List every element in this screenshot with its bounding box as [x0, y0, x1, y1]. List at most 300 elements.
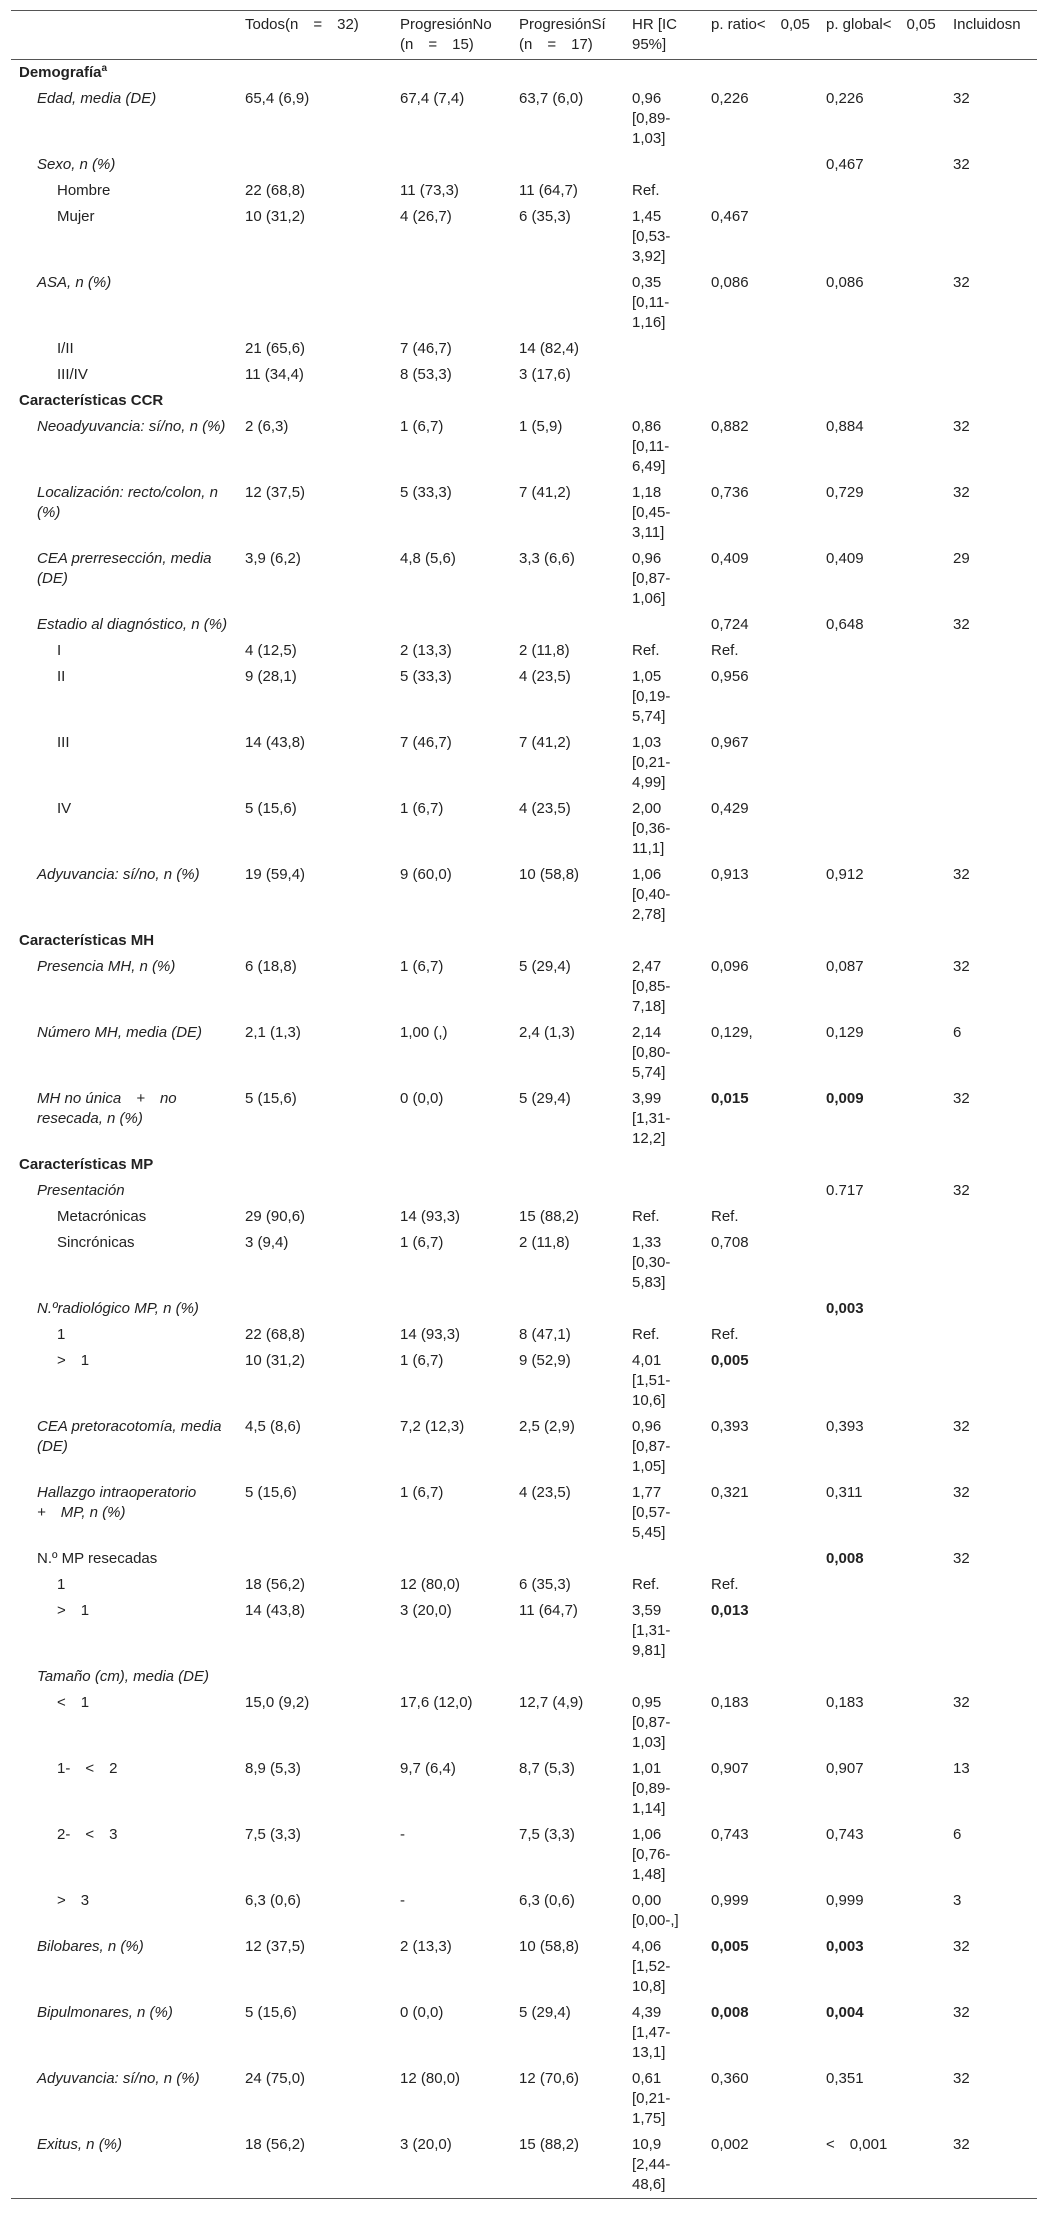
table-cell — [237, 1296, 392, 1322]
table-cell — [237, 1546, 392, 1572]
table-row — [11, 480, 1037, 546]
table-row — [11, 270, 1037, 336]
results-table — [11, 10, 1037, 2199]
table-cell: 9 (60,0) — [400, 866, 452, 883]
row-label: Edad, media (DE) — [37, 90, 157, 107]
table-cell — [818, 1204, 945, 1230]
row-label: Mujer — [57, 208, 95, 225]
table-cell: 6,3 (0,6) — [519, 1892, 575, 1909]
section-row — [11, 1152, 1037, 1178]
table-cell: 11 (64,7) — [519, 182, 578, 199]
table-cell: 0,009 — [826, 1090, 864, 1107]
table-cell: 10 (58,8) — [519, 1938, 580, 1955]
row-label: Estadio al diagnóstico, n (%) — [37, 616, 228, 633]
table-cell — [624, 1296, 703, 1322]
section-heading — [11, 928, 1037, 954]
table-row — [11, 730, 1037, 796]
table-row — [11, 862, 1037, 928]
table-cell — [392, 1664, 511, 1690]
table-cell: 1 (6,7) — [400, 1234, 444, 1251]
table-cell: 2,47 [0,85-7,18] — [632, 958, 671, 1015]
table-cell: 9,7 (6,4) — [400, 1760, 456, 1777]
table-cell: 4,06 [1,52-10,8] — [632, 1938, 671, 1995]
row-label: ASA, n (%) — [37, 274, 112, 291]
table-cell: 12,7 (4,9) — [519, 1694, 584, 1711]
table-cell — [703, 1178, 818, 1204]
table-cell: 1 (6,7) — [400, 418, 444, 435]
table-cell: 0,912 — [826, 866, 864, 883]
table-row — [11, 1664, 1037, 1690]
table-cell: 6 (35,3) — [519, 1576, 571, 1593]
row-label: III/IV — [57, 366, 88, 383]
table-cell: 32 — [953, 616, 970, 633]
table-row — [11, 1020, 1037, 1086]
table-cell: 1 (6,7) — [400, 800, 444, 817]
table-cell: 0,002 — [711, 2136, 749, 2153]
table-cell: 11 (64,7) — [519, 1602, 578, 1619]
table-cell: 22 (68,8) — [245, 1326, 306, 1343]
table-cell: 3,3 (6,6) — [519, 550, 575, 567]
table-cell — [945, 204, 1037, 270]
header-cell: Todos(n = 32) — [245, 16, 359, 33]
table-cell: 0,183 — [711, 1694, 749, 1711]
table-row — [11, 336, 1037, 362]
table-cell: 7 (46,7) — [400, 340, 452, 357]
table-cell — [624, 152, 703, 178]
table-cell: 12 (37,5) — [245, 1938, 306, 1955]
table-cell — [511, 1546, 624, 1572]
table-cell: 15 (88,2) — [519, 1208, 580, 1225]
table-cell: 6 — [953, 1826, 962, 1843]
table-cell — [945, 362, 1037, 388]
table-row — [11, 638, 1037, 664]
table-cell: 1 (6,7) — [400, 1484, 444, 1501]
table-cell: 2 (13,3) — [400, 642, 452, 659]
table-cell: 0,96 [0,89-1,03] — [632, 90, 671, 147]
table-cell: 0,226 — [711, 90, 749, 107]
table-cell: 0,129, — [711, 1024, 753, 1041]
table-cell: 0,351 — [826, 2070, 864, 2087]
table-row — [11, 1204, 1037, 1230]
row-label: Presentación — [37, 1182, 125, 1199]
table-cell: 5 (33,3) — [400, 484, 452, 501]
table-cell: 4,39 [1,47-13,1] — [632, 2004, 671, 2061]
table-cell — [818, 664, 945, 730]
table-cell: 0,743 — [711, 1826, 749, 1843]
row-label: Adyuvancia: sí/no, n (%) — [37, 866, 200, 883]
table-cell: < 0,001 — [826, 2136, 888, 2153]
table-cell: 32 — [953, 274, 970, 291]
table-cell: 4 (23,5) — [519, 1484, 571, 1501]
table-cell: 0,409 — [711, 550, 749, 567]
table-cell: 2,4 (1,3) — [519, 1024, 575, 1041]
table-cell: 1,05 [0,19-5,74] — [632, 668, 671, 725]
table-cell — [392, 270, 511, 336]
table-cell: 1,45 [0,53-3,92] — [632, 208, 671, 265]
table-cell — [818, 204, 945, 270]
table-cell: 0,967 — [711, 734, 749, 751]
table-cell: 0,013 — [711, 1602, 749, 1619]
table-cell: 32 — [953, 866, 970, 883]
table-cell — [392, 1178, 511, 1204]
table-cell — [511, 612, 624, 638]
table-cell: Ref. — [711, 1326, 739, 1343]
table-cell — [237, 612, 392, 638]
table-cell: 3,99 [1,31-12,2] — [632, 1090, 671, 1147]
row-label: I — [57, 642, 62, 659]
table-cell: 4 (23,5) — [519, 668, 571, 685]
table-cell: 2 (11,8) — [519, 1234, 570, 1251]
table-cell — [511, 270, 624, 336]
table-cell: 0,86 [0,11-6,49] — [632, 418, 670, 475]
table-cell: 0,467 — [711, 208, 749, 225]
table-cell: 12 (80,0) — [400, 2070, 461, 2087]
table-cell — [945, 1664, 1037, 1690]
row-label: > 1 — [57, 1352, 90, 1369]
table-cell: 10 (31,2) — [245, 1352, 306, 1369]
table-cell: 63,7 (6,0) — [519, 90, 584, 107]
table-cell: 0.717 — [826, 1182, 864, 1199]
table-cell: 0,393 — [826, 1418, 864, 1435]
table-cell: 3 (20,0) — [400, 1602, 452, 1619]
table-cell: 5 (29,4) — [519, 1090, 571, 1107]
table-row — [11, 1348, 1037, 1414]
table-cell: 0,015 — [711, 1090, 749, 1107]
section-heading — [11, 60, 1037, 87]
row-label: 1 — [57, 1576, 66, 1593]
table-cell: 9 (52,9) — [519, 1352, 571, 1369]
table-cell: 0,907 — [826, 1760, 864, 1777]
table-cell — [945, 664, 1037, 730]
table-cell — [945, 1572, 1037, 1598]
table-cell: Ref. — [632, 642, 660, 659]
row-label: N.ºradiológico MP, n (%) — [37, 1300, 199, 1317]
table-row — [11, 178, 1037, 204]
table-cell: 0,467 — [826, 156, 864, 173]
table-cell: 32 — [953, 1694, 970, 1711]
table-cell: 32 — [953, 958, 970, 975]
table-cell: 4 (12,5) — [245, 642, 297, 659]
table-cell: 0,999 — [711, 1892, 749, 1909]
table-cell — [945, 178, 1037, 204]
table-cell: 0 (0,0) — [400, 2004, 444, 2021]
table-cell: 3 (17,6) — [519, 366, 571, 383]
section-title: Demografía — [19, 64, 102, 81]
row-label: 2- < 3 — [57, 1826, 118, 1843]
table-cell — [945, 1598, 1037, 1664]
table-cell: 0,907 — [711, 1760, 749, 1777]
table-cell: 3 — [953, 1892, 962, 1909]
table-row — [11, 2066, 1037, 2132]
table-cell: 0,004 — [826, 2004, 864, 2021]
table-cell: 1,06 [0,40-2,78] — [632, 866, 671, 923]
table-cell — [945, 1230, 1037, 1296]
row-label: III — [57, 734, 70, 751]
table-cell: Ref. — [632, 182, 660, 199]
table-cell: 1,01 [0,89-1,14] — [632, 1760, 671, 1817]
table-cell: 7 (46,7) — [400, 734, 452, 751]
table-cell — [237, 152, 392, 178]
table-cell: Ref. — [711, 1208, 739, 1225]
table-cell: 0,409 — [826, 550, 864, 567]
table-cell: Ref. — [632, 1576, 660, 1593]
table-cell: 32 — [953, 484, 970, 501]
row-label: Neoadyuvancia: sí/no, n (%) — [37, 418, 226, 435]
table-cell: 2,5 (2,9) — [519, 1418, 575, 1435]
table-cell: 10 (31,2) — [245, 208, 306, 225]
table-cell: 65,4 (6,9) — [245, 90, 310, 107]
table-cell — [818, 638, 945, 664]
table-cell — [945, 1296, 1037, 1322]
table-cell: 19 (59,4) — [245, 866, 306, 883]
row-label: Exitus, n (%) — [37, 2136, 123, 2153]
table-cell: 0,35 [0,11-1,16] — [632, 274, 670, 331]
table-cell: 12 (70,6) — [519, 2070, 580, 2087]
table-cell: Ref. — [632, 1326, 660, 1343]
table-cell: 10,9 [2,44-48,6] — [632, 2136, 671, 2193]
table-cell — [818, 362, 945, 388]
table-cell: 0,96 [0,87-1,05] — [632, 1418, 671, 1475]
table-cell: 32 — [953, 1938, 970, 1955]
table-cell: 14 (43,8) — [245, 1602, 306, 1619]
table-cell: 5 (15,6) — [245, 800, 297, 817]
table-cell: 1,33 [0,30-5,83] — [632, 1234, 671, 1291]
table-cell — [945, 1204, 1037, 1230]
table-cell: 0,226 — [826, 90, 864, 107]
table-row — [11, 1690, 1037, 1756]
table-cell — [624, 1664, 703, 1690]
table-row — [11, 1546, 1037, 1572]
table-cell: 5 (29,4) — [519, 958, 571, 975]
table-cell — [703, 1546, 818, 1572]
table-cell: 6 (35,3) — [519, 208, 571, 225]
section-heading — [11, 1152, 1037, 1178]
table-cell: 0,393 — [711, 1418, 749, 1435]
table-row — [11, 612, 1037, 638]
table-cell: 15,0 (9,2) — [245, 1694, 310, 1711]
row-label: Bipulmonares, n (%) — [37, 2004, 173, 2021]
table-cell: 0,008 — [826, 1550, 864, 1567]
row-label: Número MH, media (DE) — [37, 1024, 203, 1041]
row-label: Sincrónicas — [57, 1234, 135, 1251]
row-label: Presencia MH, n (%) — [37, 958, 176, 975]
table-cell: 0 (0,0) — [400, 1090, 444, 1107]
table-cell: 0,183 — [826, 1694, 864, 1711]
section-row — [11, 928, 1037, 954]
table-cell — [703, 362, 818, 388]
table-row — [11, 1178, 1037, 1204]
table-row — [11, 152, 1037, 178]
row-label: N.º MP resecadas — [37, 1550, 158, 1567]
table-cell — [392, 1296, 511, 1322]
table-row — [11, 1230, 1037, 1296]
table-cell: 0,648 — [826, 616, 864, 633]
table-cell — [624, 612, 703, 638]
table-cell: 14 (93,3) — [400, 1208, 461, 1225]
table-row — [11, 1888, 1037, 1934]
row-label: Hallazgo intraoperatorio + MP, n (%) — [37, 1484, 212, 1521]
table-cell: 0,913 — [711, 866, 749, 883]
section-title: Características MP — [19, 1156, 154, 1173]
table-cell: 9 (28,1) — [245, 668, 297, 685]
table-cell: 4 (23,5) — [519, 800, 571, 817]
table-cell: 0,736 — [711, 484, 749, 501]
table-cell — [703, 1296, 818, 1322]
header-cell: p. global< 0,05 — [826, 16, 936, 33]
table-cell — [818, 1598, 945, 1664]
table-cell: 0,003 — [826, 1300, 864, 1317]
table-cell: 2,1 (1,3) — [245, 1024, 301, 1041]
table-cell: 15 (88,2) — [519, 2136, 580, 2153]
table-row — [11, 2000, 1037, 2066]
table-cell: 1,06 [0,76-1,48] — [632, 1826, 671, 1883]
table-row — [11, 546, 1037, 612]
header-cell: Incluidosn — [953, 16, 1021, 33]
table-cell — [703, 178, 818, 204]
table-cell: - — [400, 1892, 405, 1909]
table-cell — [624, 1178, 703, 1204]
table-cell: 2,00 [0,36-11,1] — [632, 800, 671, 857]
header-cell: ProgresiónSí (n = 17) — [519, 16, 606, 53]
table-cell — [703, 152, 818, 178]
table-cell: 0,61 [0,21-1,75] — [632, 2070, 671, 2127]
table-cell — [237, 1178, 392, 1204]
table-cell: 12 (37,5) — [245, 484, 306, 501]
table-cell — [945, 1348, 1037, 1414]
table-cell: 32 — [953, 418, 970, 435]
table-cell: 11 (34,4) — [245, 366, 304, 383]
table-row — [11, 362, 1037, 388]
table-cell: 32 — [953, 156, 970, 173]
table-cell: 12 (80,0) — [400, 1576, 461, 1593]
row-label: Bilobares, n (%) — [37, 1938, 144, 1955]
table-row — [11, 1296, 1037, 1322]
table-row — [11, 1414, 1037, 1480]
row-label: IV — [57, 800, 72, 817]
row-label: Hombre — [57, 182, 111, 199]
row-label: Metacrónicas — [57, 1208, 147, 1225]
row-label: > 3 — [57, 1892, 90, 1909]
table-cell — [818, 1322, 945, 1348]
table-cell — [945, 336, 1037, 362]
table-cell: 1,77 [0,57-5,45] — [632, 1484, 671, 1541]
table-row — [11, 1322, 1037, 1348]
table-cell: 0,096 — [711, 958, 749, 975]
table-cell — [818, 336, 945, 362]
table-cell: 10 (58,8) — [519, 866, 580, 883]
table-cell: 0,311 — [826, 1484, 863, 1501]
table-cell: 21 (65,6) — [245, 340, 306, 357]
row-label: 1- < 2 — [57, 1760, 118, 1777]
table-cell: 32 — [953, 1418, 970, 1435]
table-cell: 2,14 [0,80-5,74] — [632, 1024, 671, 1081]
table-cell — [237, 1664, 392, 1690]
table-cell: 22 (68,8) — [245, 182, 306, 199]
table-cell: 11 (73,3) — [400, 182, 459, 199]
table-cell: 6,3 (0,6) — [245, 1892, 301, 1909]
table-cell — [624, 336, 703, 362]
footnote-marker: a — [101, 63, 108, 74]
row-label: CEA pretoracotomía, media (DE) — [37, 1418, 222, 1455]
table-cell — [511, 1664, 624, 1690]
table-cell: 8 (47,1) — [519, 1326, 571, 1343]
table-cell: 1,03 [0,21-4,99] — [632, 734, 671, 791]
table-cell: 0,95 [0,87-1,03] — [632, 1694, 671, 1751]
table-cell — [703, 1664, 818, 1690]
table-cell — [392, 612, 511, 638]
header-cell: HR [IC 95%] — [632, 16, 677, 53]
table-cell — [392, 152, 511, 178]
table-cell — [945, 638, 1037, 664]
table-cell — [237, 270, 392, 336]
table-cell: 8,7 (5,3) — [519, 1760, 575, 1777]
table-cell: 0,882 — [711, 418, 749, 435]
header-cell — [11, 11, 237, 60]
table-cell: 7 (41,2) — [519, 734, 571, 751]
table-cell — [511, 1178, 624, 1204]
table-cell: 8 (53,3) — [400, 366, 452, 383]
table-cell: 67,4 (7,4) — [400, 90, 465, 107]
table-cell: 0,999 — [826, 1892, 864, 1909]
table-cell — [818, 730, 945, 796]
table-cell — [818, 178, 945, 204]
table-cell: 32 — [953, 1090, 970, 1107]
row-label: 1 — [57, 1326, 66, 1343]
table-cell: 4,01 [1,51-10,6] — [632, 1352, 671, 1409]
table-cell: 7,5 (3,3) — [245, 1826, 301, 1843]
table-cell: 8,9 (5,3) — [245, 1760, 301, 1777]
table-cell — [945, 1322, 1037, 1348]
table-cell: 4,8 (5,6) — [400, 550, 456, 567]
table-cell: 32 — [953, 90, 970, 107]
table-cell: 0,321 — [711, 1484, 749, 1501]
table-cell: 1 (6,7) — [400, 1352, 444, 1369]
table-row — [11, 954, 1037, 1020]
table-cell: 0,00 [0,00-,] — [632, 1892, 679, 1929]
table-cell: 5 (15,6) — [245, 1484, 297, 1501]
section-row — [11, 388, 1037, 414]
table-row — [11, 2132, 1037, 2199]
section-row — [11, 60, 1037, 87]
table-cell: 5 (15,6) — [245, 1090, 297, 1107]
table-cell: 13 — [953, 1760, 970, 1777]
row-label: > 1 — [57, 1602, 90, 1619]
table-cell: 29 — [953, 550, 970, 567]
table-cell — [818, 796, 945, 862]
table-cell: 0,003 — [826, 1938, 864, 1955]
table-cell: 1 (5,9) — [519, 418, 563, 435]
table-row — [11, 204, 1037, 270]
table-cell: 0,884 — [826, 418, 864, 435]
table-cell — [511, 1296, 624, 1322]
table-cell — [511, 152, 624, 178]
row-label: Localización: recto/colon, n (%) — [37, 484, 218, 521]
table-cell: 32 — [953, 2070, 970, 2087]
table-cell: - — [400, 1826, 405, 1843]
table-cell: 3 (20,0) — [400, 2136, 452, 2153]
table-cell: 7 (41,2) — [519, 484, 571, 501]
table-cell: 3,59 [1,31-9,81] — [632, 1602, 671, 1659]
row-label: I/II — [57, 340, 74, 357]
table-cell: 0,96 [0,87-1,06] — [632, 550, 671, 607]
row-label: CEA prerresección, media (DE) — [37, 550, 212, 587]
table-cell: 0,708 — [711, 1234, 749, 1251]
table-cell: 3 (9,4) — [245, 1234, 289, 1251]
table-cell: 14 (93,3) — [400, 1326, 461, 1343]
table-cell — [818, 1230, 945, 1296]
table-cell: 3,9 (6,2) — [245, 550, 301, 567]
table-cell: 2 (11,8) — [519, 642, 570, 659]
